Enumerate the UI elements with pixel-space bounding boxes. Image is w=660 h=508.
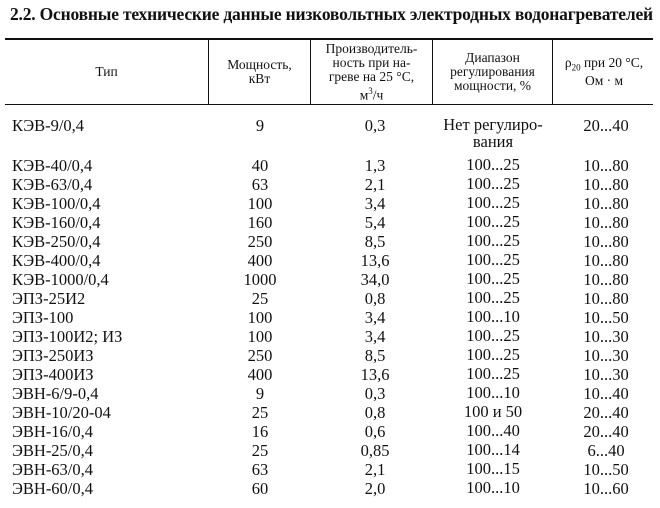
cell-power: 25 bbox=[251, 441, 269, 460]
cell-range: 100...25 bbox=[466, 269, 520, 288]
cell-power: 400 bbox=[247, 251, 273, 270]
cell-type: ЭПЗ-100И2; ИЗ bbox=[12, 327, 123, 346]
table-title: 2.2. Основные технические данные низковольтных электродных водонагревателей bbox=[10, 4, 653, 24]
cell-resistivity: 6...40 bbox=[587, 441, 625, 460]
header-resistivity bbox=[553, 40, 655, 104]
cell-productivity: 2,0 bbox=[364, 479, 386, 498]
cell-range: 100...25 bbox=[466, 193, 520, 212]
cell-type: КЭВ-100/0,4 bbox=[12, 194, 101, 213]
cell-resistivity: 10...80 bbox=[583, 213, 629, 232]
cell-resistivity: 20...40 bbox=[583, 403, 629, 422]
cell-productivity: 3,4 bbox=[364, 327, 386, 346]
cell-power: 100 bbox=[247, 308, 273, 327]
cell-range: 100...40 bbox=[466, 421, 520, 440]
cell-productivity: 34,0 bbox=[360, 270, 390, 289]
table-row bbox=[0, 194, 660, 213]
cell-productivity: 0,3 bbox=[364, 116, 386, 135]
cell-power: 25 bbox=[251, 289, 269, 308]
header-rho-text: при 20 °С, bbox=[580, 54, 644, 70]
table-row bbox=[0, 270, 660, 289]
cell-type: ЭВН-63/0,4 bbox=[12, 460, 94, 479]
cell-range: 100...25 bbox=[466, 174, 520, 193]
cell-power: 16 bbox=[251, 422, 269, 441]
cell-type: КЭВ-400/0,4 bbox=[12, 251, 101, 270]
cell-power: 100 bbox=[247, 327, 273, 346]
cell-power: 250 bbox=[247, 232, 273, 251]
cell-type: КЭВ-40/0,4 bbox=[12, 156, 93, 175]
cell-range: 100...25 bbox=[466, 345, 520, 364]
header-type: Тип bbox=[95, 64, 118, 79]
table-row bbox=[0, 308, 660, 327]
cell-range: 100...25 bbox=[466, 364, 520, 383]
cell-power: 250 bbox=[247, 346, 273, 365]
header-rho-subscript: 20 bbox=[571, 62, 581, 73]
cell-productivity: 0,3 bbox=[364, 384, 386, 403]
cell-range: 100...25 bbox=[466, 212, 520, 231]
cell-range: 100...10 bbox=[466, 307, 520, 326]
cell-productivity: 2,1 bbox=[364, 460, 386, 479]
cell-type: КЭВ-1000/0,4 bbox=[12, 270, 109, 289]
cell-power: 60 bbox=[251, 479, 269, 498]
cell-resistivity: 10...40 bbox=[583, 384, 629, 403]
table-row bbox=[0, 479, 660, 498]
cell-power: 1000 bbox=[243, 270, 277, 289]
cell-type: ЭПЗ-25И2 bbox=[12, 289, 86, 308]
cell-productivity: 0,85 bbox=[360, 441, 390, 460]
cell-productivity: 0,8 bbox=[364, 403, 386, 422]
table-row bbox=[0, 384, 660, 403]
cell-type: ЭВН-25/0,4 bbox=[12, 441, 94, 460]
table-row bbox=[0, 156, 660, 175]
cell-resistivity: 10...80 bbox=[583, 194, 629, 213]
cell-resistivity: 10...80 bbox=[583, 175, 629, 194]
cell-range: 100...25 bbox=[466, 288, 520, 307]
cell-type: КЭВ-160/0,4 bbox=[12, 213, 101, 232]
cell-productivity: 0,8 bbox=[364, 289, 386, 308]
cell-productivity: 13,6 bbox=[360, 251, 390, 270]
cell-power: 25 bbox=[251, 403, 269, 422]
cell-type: КЭВ-250/0,4 bbox=[12, 232, 101, 251]
table-row bbox=[0, 213, 660, 232]
cell-resistivity: 10...50 bbox=[583, 460, 629, 479]
cell-productivity: 8,5 bbox=[364, 346, 386, 365]
cell-power: 400 bbox=[247, 365, 273, 384]
table-row bbox=[0, 115, 660, 151]
cell-productivity: 13,6 bbox=[360, 365, 390, 384]
cell-resistivity: 10...30 bbox=[583, 346, 629, 365]
cell-productivity: 5,4 bbox=[364, 213, 386, 232]
cell-type: ЭВН-10/20-04 bbox=[12, 403, 111, 422]
header-range: Диапазон регулирования мощности, % bbox=[450, 50, 535, 93]
cell-type: КЭВ-63/0,4 bbox=[12, 175, 93, 194]
cell-range: 100 и 50 bbox=[463, 402, 523, 421]
cell-range: Нет регулиро- вания bbox=[443, 115, 543, 151]
cell-resistivity: 20...40 bbox=[583, 116, 629, 135]
table-row bbox=[0, 365, 660, 384]
cell-resistivity: 10...50 bbox=[583, 308, 629, 327]
cell-range: 100...25 bbox=[466, 155, 520, 174]
cell-resistivity: 10...80 bbox=[583, 289, 629, 308]
cell-power: 100 bbox=[247, 194, 273, 213]
header-productivity-unit: /ч bbox=[372, 87, 384, 103]
cell-power: 63 bbox=[251, 175, 269, 194]
table-row bbox=[0, 460, 660, 479]
cell-productivity: 3,4 bbox=[364, 308, 386, 327]
table-row bbox=[0, 346, 660, 365]
cell-power: 9 bbox=[255, 116, 265, 135]
cell-power: 9 bbox=[255, 384, 265, 403]
cell-productivity: 0,6 bbox=[364, 422, 386, 441]
header-productivity bbox=[311, 40, 432, 104]
cell-resistivity: 10...80 bbox=[583, 251, 629, 270]
cell-range: 100...25 bbox=[466, 231, 520, 250]
header-productivity-superscript: 3 bbox=[368, 85, 373, 96]
table-row bbox=[0, 403, 660, 422]
table-row bbox=[0, 422, 660, 441]
table-row bbox=[0, 289, 660, 308]
cell-range: 100...15 bbox=[466, 459, 520, 478]
cell-resistivity: 10...80 bbox=[583, 156, 629, 175]
cell-type: КЭВ-9/0,4 bbox=[12, 116, 85, 135]
cell-productivity: 1,3 bbox=[364, 156, 386, 175]
cell-range: 100...25 bbox=[466, 250, 520, 269]
header-rho-unit: Ом · м bbox=[584, 73, 624, 89]
cell-resistivity: 10...30 bbox=[583, 365, 629, 384]
cell-type: ЭВН-6/9-0,4 bbox=[12, 384, 99, 403]
cell-type: ЭПЗ-400ИЗ bbox=[12, 365, 94, 384]
cell-range: 100...10 bbox=[466, 383, 520, 402]
cell-range: 100...25 bbox=[466, 326, 520, 345]
cell-productivity: 8,5 bbox=[364, 232, 386, 251]
cell-range: 100...10 bbox=[466, 478, 520, 497]
cell-resistivity: 10...80 bbox=[583, 232, 629, 251]
cell-resistivity: 10...30 bbox=[583, 327, 629, 346]
cell-type: ЭВН-16/0,4 bbox=[12, 422, 94, 441]
cell-power: 40 bbox=[251, 156, 269, 175]
table-row bbox=[0, 441, 660, 460]
cell-type: ЭВН-60/0,4 bbox=[12, 479, 94, 498]
table-row bbox=[0, 327, 660, 346]
header-rho-symbol: ρ bbox=[564, 54, 572, 70]
cell-resistivity: 10...60 bbox=[583, 479, 629, 498]
header-productivity-text: Производитель- ность при на- греве на 25 °С, м bbox=[325, 40, 418, 103]
cell-range: 100...14 bbox=[466, 440, 520, 459]
header-power: Мощность, кВт bbox=[227, 57, 292, 86]
cell-productivity: 3,4 bbox=[364, 194, 386, 213]
header-bottom-rule bbox=[5, 104, 653, 105]
cell-resistivity: 10...80 bbox=[583, 270, 629, 289]
cell-resistivity: 20...40 bbox=[583, 422, 629, 441]
cell-power: 160 bbox=[247, 213, 273, 232]
cell-type: ЭПЗ-100 bbox=[12, 308, 74, 327]
cell-productivity: 2,1 bbox=[364, 175, 386, 194]
table-row bbox=[0, 232, 660, 251]
cell-type: ЭПЗ-250ИЗ bbox=[12, 346, 94, 365]
table-row bbox=[0, 251, 660, 270]
cell-power: 63 bbox=[251, 460, 269, 479]
table-row bbox=[0, 175, 660, 194]
